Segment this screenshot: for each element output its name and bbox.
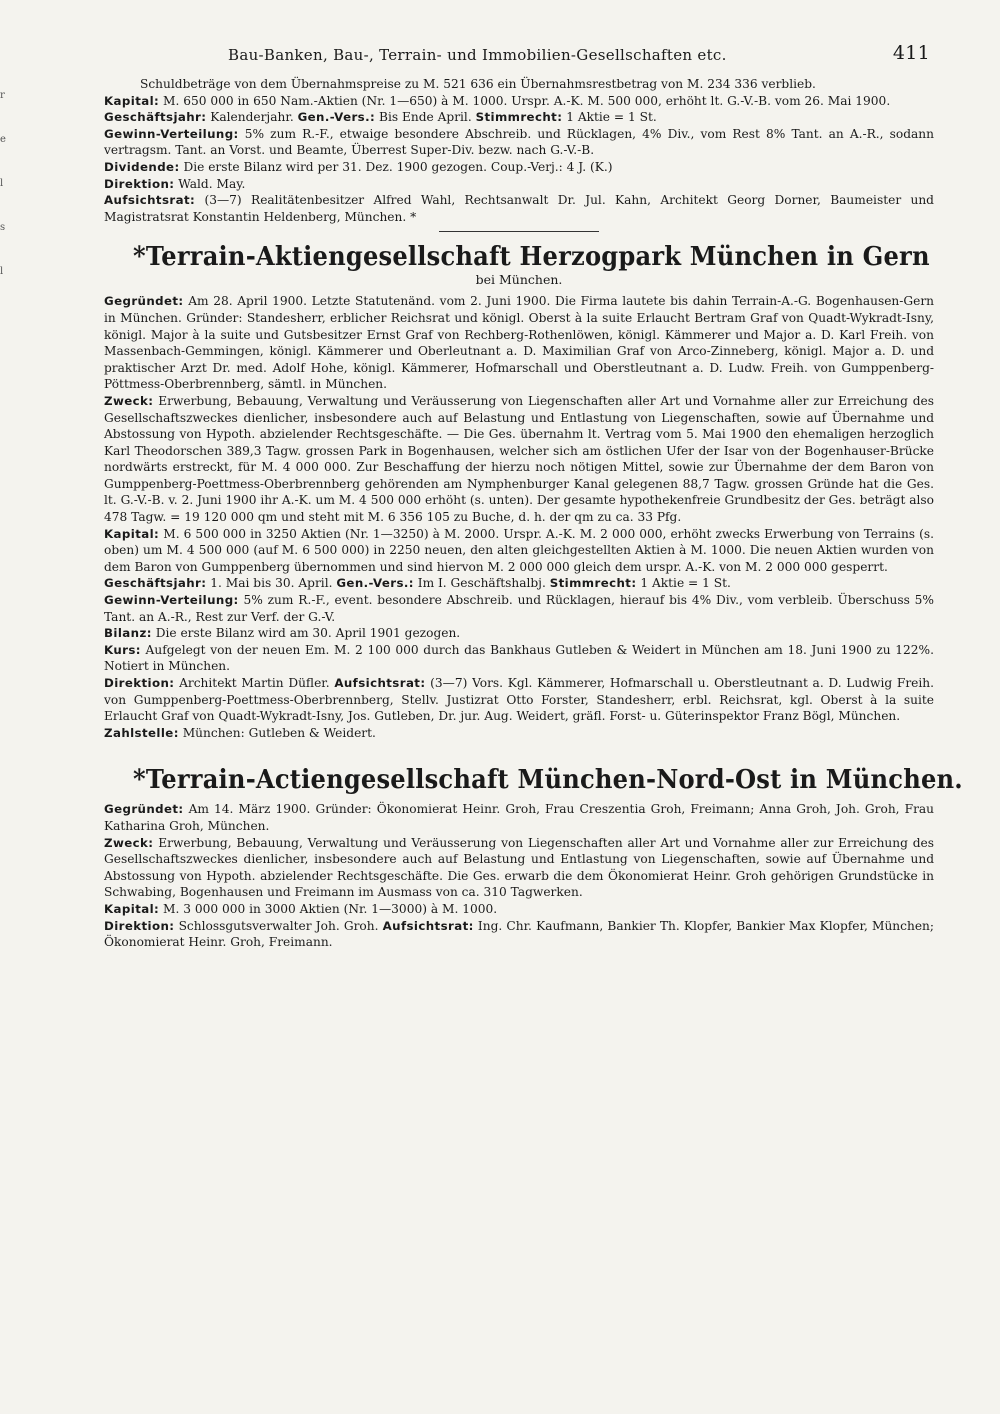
- e1-kapital: [104, 526, 934, 576]
- field-text: Ing. Chr. Kaufmann, Bankier Th. Klopfer, Bankier Max Klopfer, München; Ökonomierat Heinr. Groh, Freimann.: [104, 918, 935, 950]
- field-label: Gewinn-Verteilung:: [104, 593, 239, 608]
- company-title-herzogpark: *Terrain-Aktiengesellschaft Herzogpark München in Gern: [133, 242, 930, 273]
- e2-zweck: [104, 835, 934, 901]
- field-label: Gegründet:: [104, 294, 184, 309]
- field-text: Bis Ende April.: [378, 110, 472, 125]
- company-subtitle: bei München.: [475, 272, 563, 288]
- field-label: Aufsichtsrat:: [382, 918, 474, 933]
- field-label: Geschäftsjahr:: [104, 110, 207, 125]
- page-number: 411: [892, 42, 930, 64]
- field-text: Die erste Bilanz wird am 30. April 1901 gezogen.: [155, 626, 461, 641]
- field-text: München: Gutleben & Weidert.: [182, 725, 376, 740]
- field-text: Am 14. März 1900. Gründer: Ökonomierat Heinr. Groh, Frau Creszentia Groh, Freimann; Anna Groh, Joh. Groh, Frau Katharina Groh, München.: [104, 802, 935, 833]
- field-label: Direktion:: [104, 676, 175, 690]
- field-label: Direktion:: [104, 918, 175, 933]
- field-text: 5% zum R.-F., etwaige besondere Abschreib. und Rücklagen, 4% Div., vom Rest 8% Tant. an A.-R., sodann vertragsm. Tant. an Vorst. und Beamte, Überrest Super-Div. bezw. nach G.-V.-B.: [104, 126, 934, 158]
- field-label: Direktion:: [104, 176, 175, 191]
- field-text: M. 3 000 000 in 3000 Aktien (Nr. 1—3000) à M. 1000.: [163, 901, 498, 916]
- page: [104, 40, 963, 951]
- field-label: Geschäftsjahr:: [104, 576, 207, 591]
- field-label: Bilanz:: [104, 626, 152, 641]
- field-text: Am 28. April 1900. Letzte Statutenänd. vom 2. Juni 1900. Die Firma lautete bis dahin Terrain-A.-G. Bogenhausen-Gern in München. Gründer: Standesherr, erblicher Reichsrat und königl. Oberst à la suite Erlaucht Bertram Graf von Quadt-Wykradt-Isny, königl. Major à la suite und Gutsbesitzer Ernst Graf von Rechberg-Rothenlöwen, königl. Kämmerer und Major a. D. Karl Freih. von Massenbach-Gemmingen, königl. Kämmerer und Oberleutnant a. D. Maximilian Graf von Arco-Zinneberg, königl. Major a. D. und praktischer Arzt Dr. med. Adolf Hohe, königl. Kämmerer, Hofmarschall und Oberstleutnant a. D. Ludw. Freih. von Gumppenberg-Pöttmess-Oberbrennberg, sämtl. in München.: [104, 294, 934, 392]
- prev-geschaeftsjahr: [104, 109, 934, 126]
- field-text: 1 Aktie = 1 St.: [640, 576, 731, 591]
- e1-zweck: [104, 393, 934, 526]
- field-label: Gegründet:: [104, 802, 184, 817]
- field-label: Zahlstelle:: [104, 725, 179, 740]
- field-text: Erwerbung, Bebauung, Verwaltung und Veräusserung von Liegenschaften aller Art und Vornahme aller zur Erreichung des Gesellschaftszweckes dienlicher, insbesondere auch auf Belastung und Entlastung von Liegenschaften, sowie auf Übernahme und Abstossung von Hypoth. abzielender Rechtsgeschäfte. Die Ges. erwarb die dem Ökonomierat Heinr. Groh gehörigen Grundstücke in Schwabing, Bogenhausen und Freimann im Ausmass von ca. 310 Tagwerken.: [104, 835, 934, 900]
- field-text: (3—7) Vors. Kgl. Kämmerer, Hofmarschall u. Oberstleutnant a. D. Ludwig Freih. von Gumppenberg-Poettmess-Oberbrennberg, Stellv. Justizrat Otto Forster, Standesherr, erbl. Reichsrat, kgl. Oberst à la suite Erlaucht Graf von Quadt-Wykradt-Isny, Jos. Gutleben, Dr. jur. Aug. Weidert, gräfl. Forst- u. Güterinspektor Franz Bögl, München.: [104, 676, 934, 724]
- field-label: Stimmrecht:: [475, 110, 563, 125]
- e2-direktion: [104, 918, 934, 951]
- field-text: Die erste Bilanz wird per 31. Dez. 1900 gezogen. Coup.-Verj.: 4 J. (K.): [183, 159, 613, 174]
- e1-direktion: [104, 675, 934, 725]
- field-text: Schlossgutsverwalter Joh. Groh.: [178, 918, 379, 933]
- prev-entry-continuation: Schuldbeträge von dem Übernahmspreise zu M. 521 636 ein Übernahmsrestbetrag von M. 234 336 verblieb.: [140, 77, 816, 91]
- e1-gegruendet: [104, 293, 934, 393]
- e1-bilanz: [104, 625, 934, 642]
- field-label: Kapital:: [104, 526, 160, 541]
- field-label: Kapital:: [104, 93, 160, 108]
- margin-marks: r e l s l: [0, 90, 6, 277]
- field-text: Aufgelegt von der neuen Em. M. 2 100 000 durch das Bankhaus Gutleben & Weidert in München am 18. Juni 1900 zu 122%. Notiert in München.: [104, 642, 934, 674]
- field-label: Gewinn-Verteilung:: [104, 126, 239, 141]
- prev-gewinn-verteilung: [104, 126, 934, 159]
- field-text: Architekt Martin Düfler.: [179, 676, 330, 690]
- field-text: 5% zum R.-F., event. besondere Abschreib. und Rücklagen, hierauf bis 4% Div., vom verbleib. Überschuss 5% Tant. an A.-R., Rest zur Verf. der G.-V.: [104, 593, 935, 624]
- e1-geschaeftsjahr: [104, 575, 934, 592]
- field-text: Wald. May.: [178, 176, 246, 191]
- e1-zahlstelle: [104, 725, 934, 742]
- prev-kapital: [104, 93, 934, 110]
- field-text: Kalenderjahr.: [210, 110, 294, 125]
- field-text: 1 Aktie = 1 St.: [566, 110, 657, 125]
- field-text: M. 650 000 in 650 Nam.-Aktien (Nr. 1—650) à M. 1000. Urspr. A.-K. M. 500 000, erhöht lt. G.-V.-B. vom 26. Mai 1900.: [163, 93, 891, 108]
- field-text: Im I. Geschäftshalbj.: [417, 576, 546, 591]
- field-label: Zweck:: [104, 393, 154, 408]
- prev-dividende: [104, 159, 934, 176]
- field-text: M. 6 500 000 in 3250 Aktien (Nr. 1—3250) à M. 2000. Urspr. A.-K. M. 2 000 000, erhöht zwecks Erwerbung von Terrains (s. oben) um M. 4 500 000 (auf M. 6 500 000) in 2250 neuen, den alten gleichgestellten Aktien à M. 1000. Die neuen Aktien wurden von dem Baron von Gumppenberg übernommen und sind hiervon M. 2 000 000 gleich dem urspr. A.-K. von M. 2 000 000 gesperrt.: [104, 526, 934, 574]
- spacer: [104, 741, 934, 755]
- field-label: Aufsichtsrat:: [104, 193, 196, 208]
- field-label: Kurs:: [104, 642, 141, 657]
- field-label: Aufsichtsrat:: [334, 676, 426, 690]
- prev-aufsichtsrat: [104, 192, 934, 225]
- e1-kurs: [104, 642, 934, 675]
- prev-direktion: [104, 176, 934, 193]
- field-label: Dividende:: [104, 159, 180, 174]
- field-label: Zweck:: [104, 835, 154, 850]
- divider-rule: [439, 231, 599, 232]
- running-head: [104, 40, 934, 76]
- field-label: Gen.-Vers.:: [297, 110, 376, 125]
- e1-gewinn-verteilung: [104, 592, 934, 625]
- field-text: (3—7) Realitätenbesitzer Alfred Wahl, Rechtsanwalt Dr. Jul. Kahn, Architekt Georg Dorner, Baumeister und Magistratsrat Konstantin Heldenberg, München. *: [104, 193, 934, 224]
- field-text: Erwerbung, Bebauung, Verwaltung und Veräusserung von Liegenschaften aller Art und Vornahme aller zur Erreichung des Gesellschaftszweckes dienlicher, insbesondere auch auf Belastung und Entlastung von Liegenschaften, sowie auf Übernahme und Abstossung von Hypoth. abzielender Rechtsgeschäfte. — Die Ges. übernahm lt. Vertrag vom 5. Mai 1900 den ehemaligen herzoglich Karl Theodorschen 389,3 Tagw. grossen Park in Bogenhausen, welcher sich am östlichen Ufer der Isar von der Bogenhauser-Brücke nordwärts erstreckt, für M. 4 000 000. Zur Beschaffung der hierzu noch nötigen Mittel, sowie zur Übernahme der dem Baron von Gumppenberg-Poettmess-Oberbrennberg gehörenden am Nymphenburger Kanal gelegenen 88,7 Tagw. grossen Gründe hat die Ges. lt. G.-V.-B. v. 2. Juni 1900 ihr A.-K. um M. 4 500 000 erhöht (s. unten). Der gesamte hypothekenfreie Grundbesitz der Ges. beträgt also 478 Tagw. = 19 120 000 qm und steht mit M. 6 356 105 zu Buche, d. h. der qm zu ca. 33 Pfg.: [104, 393, 934, 525]
- running-head-title: Bau-Banken, Bau-, Terrain- und Immobilien-Gesellschaften etc.: [228, 46, 727, 64]
- company-title-nord-ost: *Terrain-Actiengesellschaft München-Nord-Ost in München.: [133, 765, 963, 796]
- field-label: Gen.-Vers.:: [336, 576, 414, 591]
- e2-gegruendet: [104, 801, 934, 834]
- field-label: Stimmrecht:: [549, 576, 637, 591]
- field-text: 1. Mai bis 30. April.: [210, 576, 333, 591]
- e2-kapital: [104, 901, 934, 918]
- field-label: Kapital:: [104, 901, 160, 916]
